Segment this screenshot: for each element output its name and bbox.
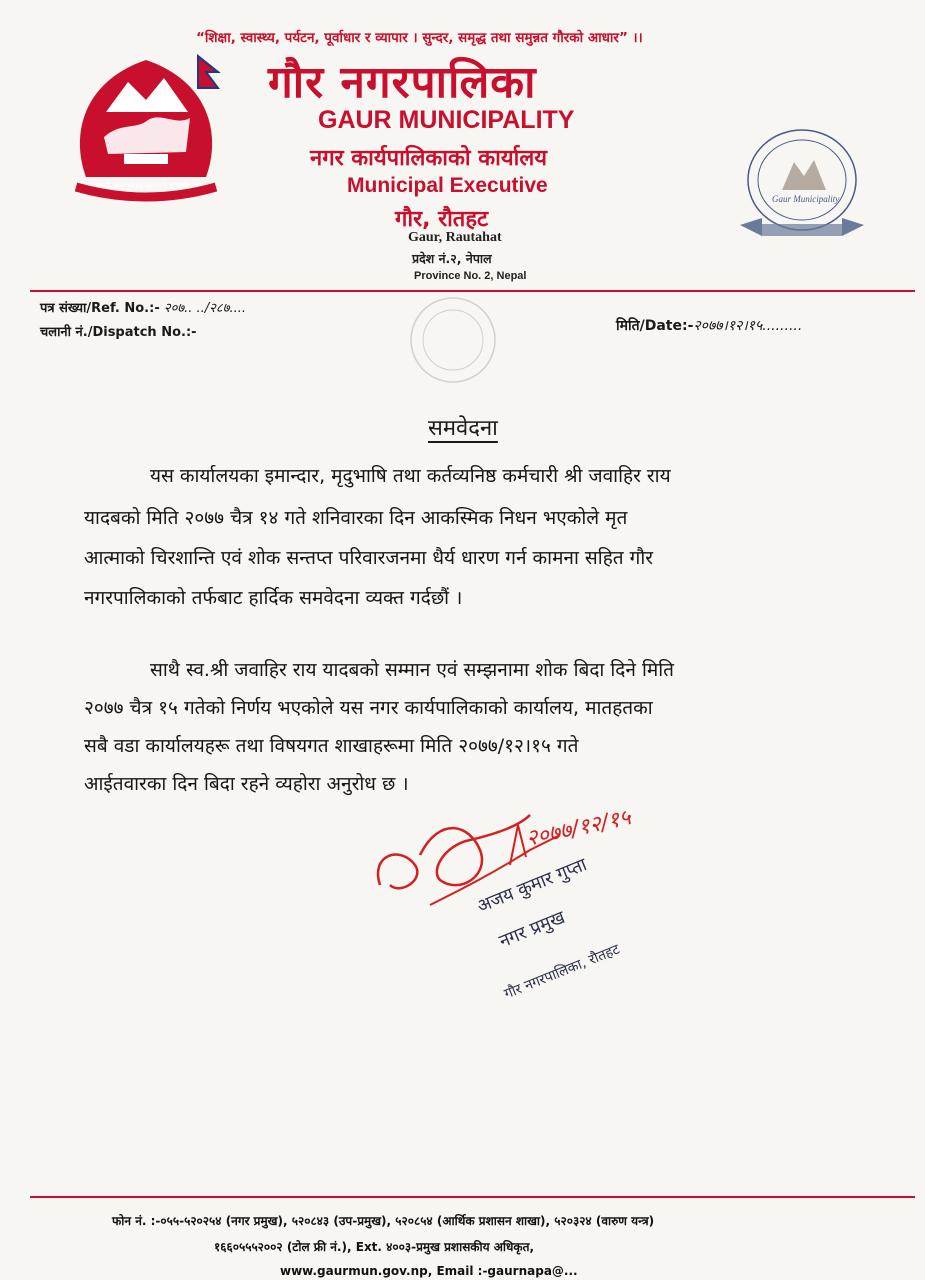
office-title-en: Municipal Executive [347, 174, 548, 197]
footer-tollfree: १६६०५५५२००२ (टोल फ्री नं.), Ext. ४००३-प्रमुख प्रशासकीय अधिकृत, [214, 1240, 535, 1254]
ref-number [40, 298, 246, 316]
signature-date: २०७७/१२/१५ [523, 805, 634, 852]
ref-value: २०७.. ../२८७.... [159, 301, 246, 316]
emblem-motto: जननी जन्मभूमिश्च स्वर्गादपि गरीयसी [96, 182, 189, 190]
footer-web: www.gaurmun.gov.np, Email :-gaurnapa@... [280, 1264, 578, 1278]
body-line: साथै स्व.श्री जवाहिर राय यादबको सम्मान एवं सम्झनामा शोक बिदा दिने मिति [150, 659, 675, 681]
signatory-office: गौर नगरपालिका, रौतहट [502, 941, 623, 1003]
body-line: आईतवारका दिन बिदा रहने व्यहोरा अनुरोध छ । [84, 773, 409, 795]
signatory-title: नगर प्रमुख [496, 906, 569, 953]
faded-seal-icon [398, 290, 508, 390]
body-line: २०७७ चैत्र १५ गतेको निर्णय भएकोले यस नगर कार्यपालिकाको कार्यालय, मातहतका [84, 697, 653, 719]
place-en: Gaur, Rautahat [408, 230, 502, 245]
date-value: २०७७।१२।१५......... [693, 318, 803, 334]
subject-heading: समवेदना [428, 416, 498, 441]
date-label: मिति/Date:- [616, 318, 694, 334]
footer-divider [30, 1196, 915, 1198]
municipality-title-en: GAUR MUNICIPALITY [318, 106, 575, 134]
province-np: प्रदेश नं.२, नेपाल [412, 251, 492, 266]
place-np: गौर, रौतहट [395, 207, 489, 232]
ref-label: पत्र संख्या/Ref. No.:- [40, 301, 160, 316]
official-stamp-icon [732, 120, 872, 250]
signatory-name: अजय कुमार गुप्ता [474, 854, 590, 918]
office-title-np: नगर कार्यपालिकाको कार्यालय [310, 146, 547, 171]
stamp-label: Gaur Municipality [772, 194, 840, 204]
province-en: Province No. 2, Nepal [414, 270, 527, 282]
municipality-title-np: गौर नगरपालिका [268, 57, 537, 108]
body-line: आत्माको चिरशान्ति एवं शोक सन्तप्त परिवारजनमा धैर्य धारण गर्न कामना सहित गौर [84, 547, 654, 569]
body-line: यस कार्यालयका इमान्दार, मृदुभाषि तथा कर्तव्यनिष्ठ कर्मचारी श्री जवाहिर राय [150, 465, 671, 487]
motto: “शिक्षा, स्वास्थ्य, पर्यटन, पूर्वाधार र व्यापार । सुन्दर, समृद्ध तथा समुन्नत गौरको आधार” ।। [196, 30, 643, 46]
footer-phone: फोन नं. :-०५५-५२०२५४ (नगर प्रमुख), ५२०८४३ (उप-प्रमुख), ५२०८५४ (आर्थिक प्रशासन शाखा), ५२०३२४ (वारुण यन्त्र) [112, 1214, 655, 1228]
body-line: नगरपालिकाको तर्फबाट हार्दिक समवेदना व्यक्त गर्दछौं । [84, 587, 463, 609]
date [616, 316, 802, 335]
nepal-emblem-icon [66, 42, 226, 202]
dispatch-label: चलानी नं./Dispatch No.:- [40, 325, 197, 340]
body-line: सबै वडा कार्यालयहरू तथा विषयगत शाखाहरूमा मिति २०७७/१२।१५ गते [84, 735, 579, 757]
body-line: यादबको मिति २०७७ चैत्र १४ गते शनिवारका दिन आकस्मिक निधन भएकोले मृत [84, 507, 628, 529]
